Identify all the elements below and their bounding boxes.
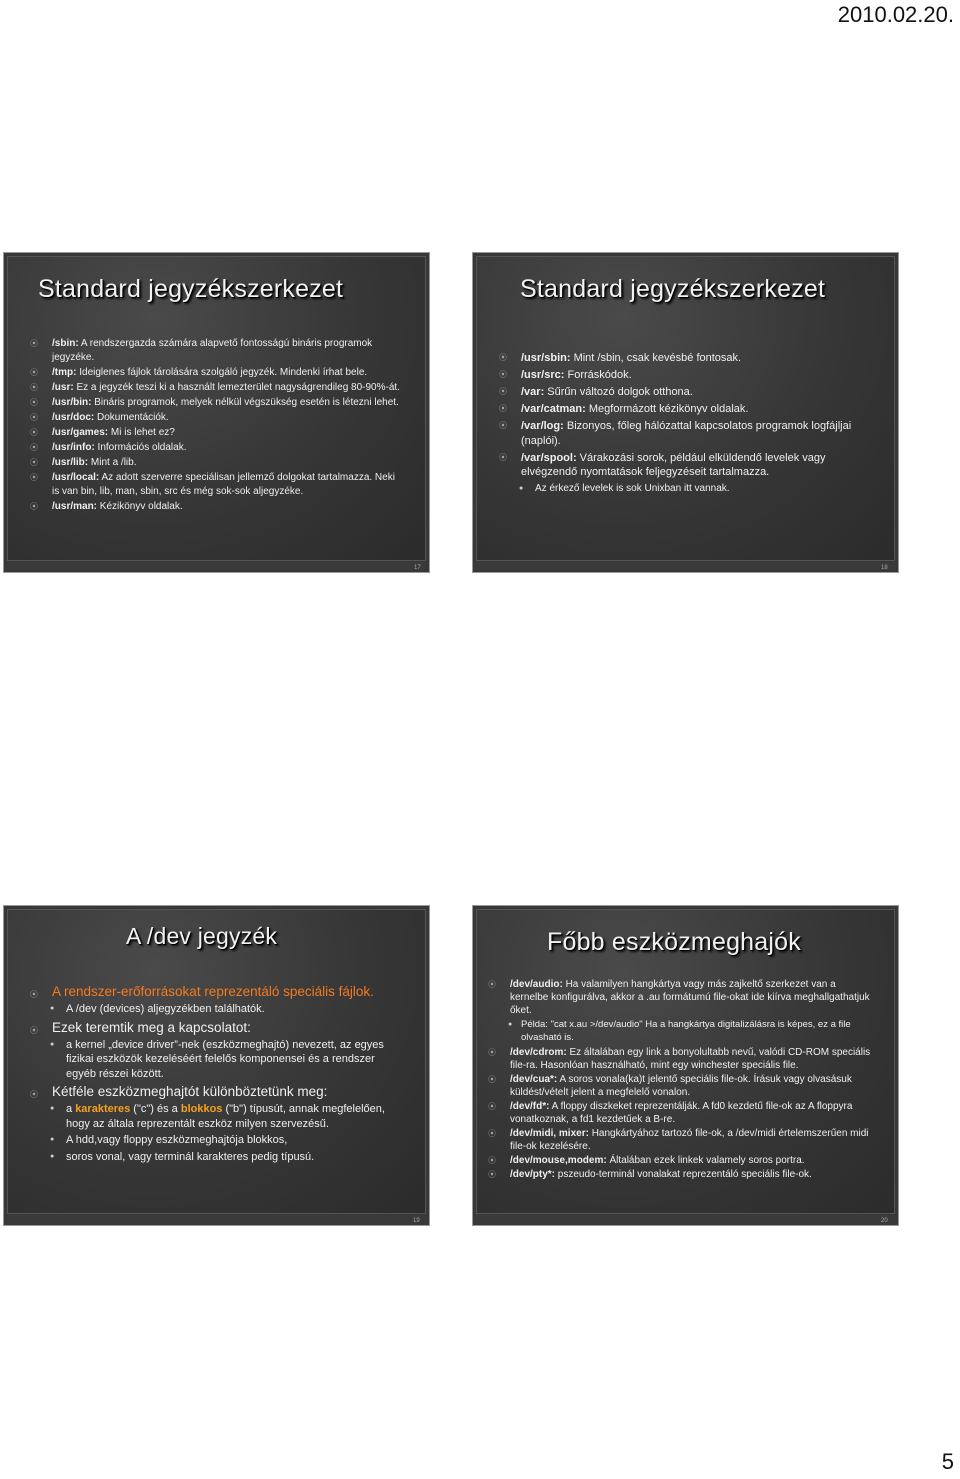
- bullet-icon: ⦿: [30, 382, 38, 392]
- bullet-icon: ⦿: [499, 387, 507, 396]
- list-item: ⦿ /dev/midi, mixer: Hangkártyához tartozó file-ok, a /dev/midi értelemszerűen midi file-ok kezelésére.: [488, 1128, 869, 1152]
- bullet-icon: ⦿: [30, 397, 38, 407]
- list-item: ⦿ Ezek teremtik meg a kapcsolatot:: [30, 1020, 402, 1036]
- document-date: 2010.02.20.: [837, 2, 954, 27]
- slide-title: Standard jegyzékszerkezet: [520, 275, 826, 303]
- bullet-icon: ⦿: [488, 980, 496, 989]
- list-item: ⦿ /usr/sbin: Mint /sbin, csak kevésbé fontosak.: [499, 352, 742, 364]
- bullet-icon: ⦿: [488, 1129, 496, 1138]
- list-item: ⦿ A rendszer-erőforrásokat reprezentáló speciális fájlok.: [30, 984, 402, 1000]
- bullet-icon: ⦿: [30, 339, 38, 348]
- list-item: ⦿ /tmp: Ideiglenes fájlok tárolására szolgáló jegyzék. Mindenki írhat bele.: [30, 366, 368, 378]
- slide-number: 20: [881, 1218, 888, 1224]
- slide-title: Standard jegyzékszerkezet: [38, 275, 344, 303]
- bullet-icon: ⦿: [488, 1102, 496, 1111]
- bullet-icon: ●: [508, 1021, 513, 1028]
- list-subitem: ● A hdd,vagy floppy eszközmeghajtója blokkos,: [50, 1134, 288, 1146]
- bullet-icon: ●: [519, 485, 524, 492]
- bullet-icon: ⦿: [30, 428, 38, 438]
- bullet-icon: ⦿: [30, 473, 38, 483]
- slide-number: 19: [413, 1218, 420, 1224]
- bullet-icon: ⦿: [30, 458, 38, 468]
- list-item: ⦿ /usr/man: Kézikönyv oldalak.: [30, 501, 183, 513]
- bullet-list: [488, 978, 873, 1182]
- list-item: ⦿ /usr/bin: Bináris programok, melyek nélkül végszükség esetén is létezni lehet.: [30, 396, 399, 408]
- list-item: ⦿ /usr/src: Forráskódok.: [499, 369, 632, 381]
- list-item: ⦿ /usr/info: Információs oldalak.: [30, 442, 187, 454]
- bullet-icon: ●: [50, 1105, 55, 1112]
- list-item: ⦿ /usr/doc: Dokumentációk.: [30, 411, 169, 423]
- slide-title: Főbb eszközmeghajók: [547, 928, 801, 956]
- bullet-icon: ●: [50, 1152, 55, 1160]
- bullet-icon: ⦿: [30, 502, 38, 512]
- list-subitem: ● A /dev (devices) aljegyzékben találhatók.: [50, 1003, 265, 1015]
- list-item: ⦿ /dev/mouse,modem: Általában ezek linkek valamely soros portra.: [488, 1155, 805, 1166]
- bullet-icon: ⦿: [30, 367, 38, 377]
- bullet-icon: ●: [50, 1005, 55, 1012]
- list-item: ⦿ /usr/local: Az adott szerverre speciálisan jellemző dolgokat tartalmazza. Neki is van bin, lib, man, sbin, src és még sok-sok aljegyzéke.: [30, 472, 395, 497]
- list-item: ⦿ /dev/fd*: A floppy diszkeket reprezentálják. A fd0 kezdetű file-ok az A floppyra vonatkoznak, a fd1 kezdetűek a B-re.: [488, 1101, 853, 1125]
- list-item: ⦿ /dev/cua*: A soros vonala(ka)t jelentő speciális file-ok. Írásuk vagy olvasásuk küldést/vételt jelent a megfelelő vonalon.: [488, 1074, 852, 1098]
- page-number: 5: [941, 1449, 954, 1474]
- list-subitem: ● a kernel „device driver”-nek (eszközmeghajtó) nevezett, az egyes fizikai eszközök kezeléséért felelős komponensei és a rendszer egyéb részei között.: [50, 1038, 384, 1080]
- slide-17: [3, 252, 430, 573]
- list-item: ⦿ /var: Sűrűn változó dolgok otthona.: [499, 386, 693, 398]
- bullet-icon: ⦿: [499, 353, 507, 362]
- bullet-icon: ⦿: [488, 1075, 496, 1084]
- slide-number: 18: [881, 565, 888, 571]
- list-subitem: ● soros vonal, vagy terminál karakteres pedig típusú.: [50, 1150, 315, 1163]
- bullet-list: [30, 337, 402, 515]
- list-item: ⦿ /dev/audio: Ha valamilyen hangkártya vagy más zajkeltő szerkezet van a kernelbe konfigurálva, akkor a .au formátumú file-okat ide kiírva meghallgathatjuk őket.: [488, 979, 870, 1016]
- bullet-icon: ⦿: [488, 1156, 496, 1165]
- list-item: ⦿ /dev/cdrom: Ez általában egy link a bonyolultabb nevű, valódi CD-ROM speciális file-ra. Hasonlóan használható, mint egy winchester speciális file.: [488, 1047, 871, 1071]
- list-item: ⦿ /var/spool: Várakozási sorok, például elküldendő levelek vagy elvégzendő nyomtatások feljegyzéseit tartalmazza.: [499, 451, 826, 478]
- list-item: ⦿ /usr: Ez a jegyzék teszi ki a használt lemezterület nagyságrendileg 80-90%-át.: [30, 381, 400, 393]
- slide-number: 17: [414, 565, 421, 571]
- bullet-icon: ⦿: [499, 404, 507, 413]
- slide-20: [472, 905, 899, 1226]
- list-subitem: ● Az érkező levelek is sok Unixban itt vannak.: [499, 482, 871, 497]
- list-subitem: ● a karakteres ("c") és a blokkos ("b") típusút, annak megfelelően, hogy az általa reprezentált eszköz milyen szervezésű.: [50, 1103, 385, 1130]
- bullet-icon: ⦿: [30, 1090, 38, 1099]
- bullet-icon: ●: [50, 1040, 55, 1048]
- list-item: ⦿ Kétféle eszközmeghajtót különböztetünk meg:: [30, 1084, 402, 1100]
- slide-title: A /dev jegyzék: [126, 923, 278, 949]
- bullet-icon: ●: [50, 1136, 55, 1143]
- bullet-list: [30, 984, 402, 1164]
- slide-19: [3, 905, 430, 1226]
- bullet-icon: ⦿: [499, 370, 507, 379]
- list-item: ⦿ /usr/lib: Mint a /lib.: [30, 457, 137, 469]
- bullet-icon: ⦿: [30, 1025, 38, 1035]
- list-item: ⦿ /usr/games: Mi is lehet ez?: [30, 427, 175, 439]
- bullet-list: [499, 351, 871, 497]
- list-item: ⦿ /var/catman: Megformázott kézikönyv oldalak.: [499, 403, 749, 415]
- bullet-icon: ⦿: [30, 412, 38, 422]
- bullet-icon: ⦿: [488, 1170, 496, 1179]
- list-item: ⦿ /dev/pty*: pszeudo-terminál vonalakat reprezentáló speciális file-ok.: [488, 1169, 812, 1180]
- bullet-icon: ⦿: [30, 443, 38, 453]
- list-subitem: ● Példa: "cat x.au >/dev/audio" Ha a hangkártya digitalizálásra is képes, ez a file olvasható is.: [508, 1019, 851, 1043]
- bullet-icon: ⦿: [499, 421, 507, 430]
- bullet-icon: ⦿: [30, 990, 38, 999]
- bullet-icon: ⦿: [499, 452, 507, 462]
- list-item: ⦿ /sbin: A rendszergazda számára alapvető fontosságú bináris programok jegyzéke.: [30, 338, 373, 363]
- slide-18: [472, 252, 899, 573]
- list-item: ⦿ /var/log: Bizonyos, főleg hálózattal kapcsolatos programok logfájljai (naplói).: [499, 420, 852, 447]
- bullet-icon: ⦿: [488, 1048, 496, 1057]
